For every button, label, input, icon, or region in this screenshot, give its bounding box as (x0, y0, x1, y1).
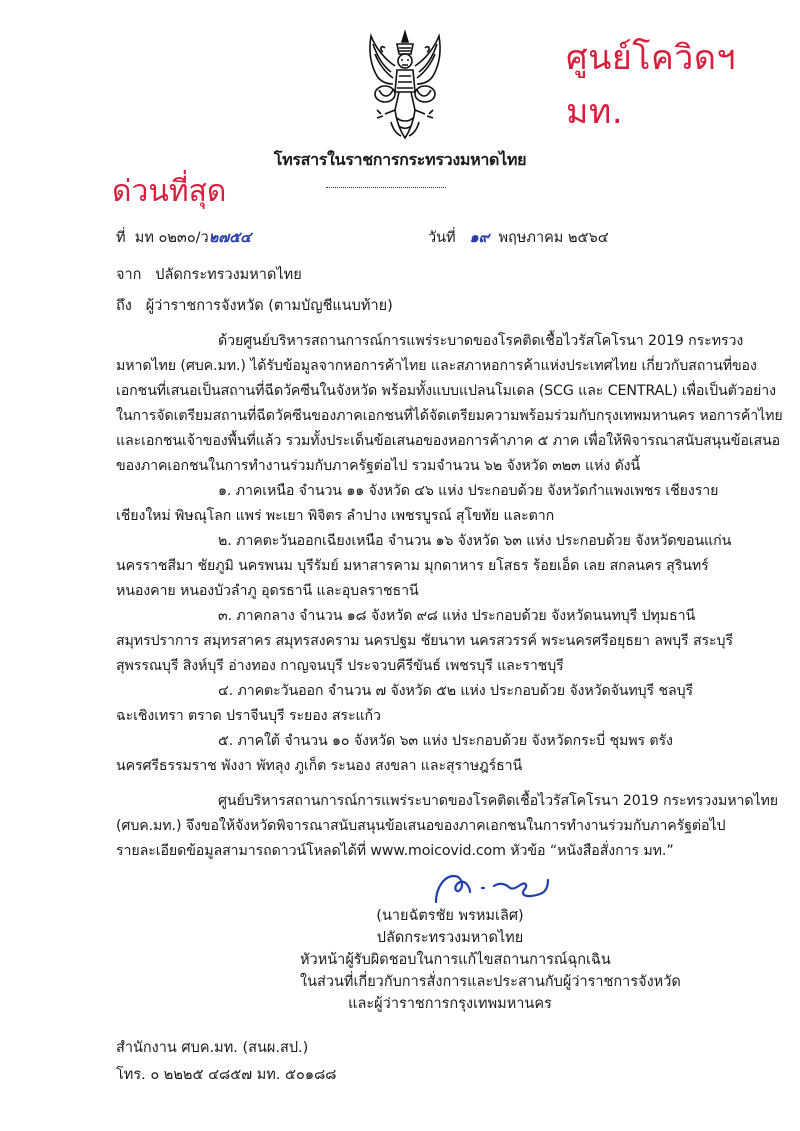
signatory-name: (นายฉัตรชัย พรหมเลิศ) (376, 908, 524, 924)
document-type-heading: โทรสารในราชการกระทรวงมหาดไทย (273, 152, 527, 169)
reference-prefix: มท ๐๒๓๐/ว (134, 230, 209, 246)
region-north-line: เชียงใหม่ พิษณุโลก แพร่ พะเยา พิจิตร ลำปาง เพชรบูรณ์ สุโขทัย และตาก (116, 508, 555, 524)
handwritten-signature-icon (430, 868, 570, 908)
intro-line: มหาดไทย (ศบค.มท.) ได้รับข้อมูลจากหอการค้าไทย และสภาหอการค้าแห่งประเทศไทย เกี่ยวกับสถานที่ของ (116, 358, 757, 374)
intro-line: ของภาคเอกชนในการทำงานร่วมกับภาครัฐต่อไป รวมจำนวน ๖๒ จังหวัด ๓๒๓ แห่ง ดังนี้ (116, 458, 641, 474)
signature-block (300, 905, 681, 1015)
dotted-divider (326, 187, 446, 188)
region-east-line: ๔. ภาคตะวันออก จำนวน ๗ จังหวัด ๕๒ แห่ง ประกอบด้วย จังหวัดจันทบุรี ชลบุรี (218, 683, 694, 699)
signatory-position: และผู้ว่าราชการกรุงเทพมหานคร (348, 996, 552, 1012)
intro-line: ในการจัดเตรียมสถานที่ฉีดวัคซีนของภาคเอกชนที่ได้จัดเตรียมความพร้อมร่วมกับกรุงเทพมหานคร หอการค้าไทย (116, 408, 783, 424)
from-line (116, 263, 302, 286)
date-label: วันที่ (428, 230, 456, 246)
intro-line: เอกชนที่เสนอเป็นสถานที่ฉีดวัคซีนในจังหวัด พร้อมทั้งแบบแปลนโมเดล (SCG และ CENTRAL) เพื่อเป็นตัวอย่าง (116, 383, 776, 399)
to-label: ถึง (116, 298, 132, 314)
region-northeast-line: นครราชสีมา ชัยภูมิ นครพนม บุรีรัมย์ มหาสารคาม มุกดาหาร ยโสธร ร้อยเอ็ด เลย สกลนคร สุรินทร์ (116, 558, 709, 574)
to-value: ผู้ว่าราชการจังหวัด (ตามบัญชีแนบท้าย) (145, 298, 393, 314)
from-label: จาก (116, 267, 142, 283)
closing-line: รายละเอียดข้อมูลสามารถดาวน์โหลดได้ที่ www.moicovid.com หัวข้อ “หนังสือสั่งการ มท.” (116, 843, 674, 859)
region-central-line: สมุทรปราการ สมุทรสาคร สมุทรสงคราม นครปฐม ชัยนาท นครสวรรค์ พระนครศรีอยุธยา ลพบุรี สระบุรี (116, 633, 733, 649)
signatory-position: ในส่วนที่เกี่ยวกับการสั่งการและประสานกับผู้ว่าราชการจังหวัด (300, 974, 681, 990)
footer-office: สำนักงาน ศบค.มท. (สนผ.สป.) (116, 1040, 309, 1056)
region-central-line: สุพรรณบุรี สิงห์บุรี อ่างทอง กาญจนบุรี ประจวบคีรีขันธ์ เพชรบุรี และราชบุรี (116, 658, 564, 674)
reference-number-handwritten: ๒๗๕๔ (208, 229, 252, 246)
signatory-position: หัวหน้าผู้รับผิดชอบในการแก้ไขสถานการณ์ฉุกเฉิน (300, 952, 611, 968)
reference-line (116, 226, 251, 249)
reference-label: ที่ (116, 230, 126, 246)
date-month-year: พฤษภาคม ๒๕๖๔ (498, 230, 609, 246)
from-value: ปลัดกระทรวงมหาดไทย (155, 267, 302, 283)
date-day-handwritten: ๑๙ (469, 229, 490, 246)
signatory-position: ปลัดกระทรวงมหาดไทย (376, 930, 524, 946)
region-central-line: ๓. ภาคกลาง จำนวน ๑๘ จังหวัด ๙๘ แห่ง ประกอบด้วย จังหวัดนนทบุรี ปทุมธานี (218, 608, 696, 624)
garuda-emblem-icon (355, 28, 455, 143)
to-line (116, 294, 393, 317)
closing-line: ศูนย์บริหารสถานการณ์การแพร่ระบาดของโรคติดเชื้อไวรัสโคโรนา 2019 กระทรวงมหาดไทย (218, 793, 778, 809)
region-northeast-line: หนองคาย หนองบัวลำภู อุดรธานี และอุบลราชธานี (116, 583, 419, 599)
region-south-line: ๕. ภาคใต้ จำนวน ๑๐ จังหวัด ๖๓ แห่ง ประกอบด้วย จังหวัดกระบี่ ชุมพร ตรัง (218, 733, 673, 749)
date-line (428, 226, 609, 249)
intro-line: ด้วยศูนย์บริหารสถานการณ์การแพร่ระบาดของโรคติดเชื้อไวรัสโคโรนา 2019 กระทรวง (218, 333, 744, 349)
region-east-line: ฉะเชิงเทรา ตราด ปราจีนบุรี ระยอง สระแก้ว (116, 708, 381, 724)
urgency-stamp: ด่วนที่สุด (112, 175, 227, 208)
center-stamp-title: ศูนย์โควิดฯ มท. (566, 38, 737, 132)
intro-line: และเอกชนเจ้าของพื้นที่แล้ว รวมทั้งประเด็นข้อเสนอของหอการค้าภาค ๕ ภาค เพื่อให้พิจารณาสนับสนุนข้อเสนอ (116, 433, 781, 449)
region-south-line: นครศรีธรรมราช พังงา พัทลุง ภูเก็ต ระนอง สงขลา และสุราษฎร์ธานี (116, 758, 523, 774)
region-northeast-line: ๒. ภาคตะวันออกเฉียงเหนือ จำนวน ๑๖ จังหวัด ๖๓ แห่ง ประกอบด้วย จังหวัดขอนแก่น (218, 533, 732, 549)
footer-phone: โทร. ๐ ๒๒๒๕ ๔๘๕๗ มท. ๕๐๑๘๘ (116, 1067, 337, 1083)
closing-line: (ศบค.มท.) จึงขอให้จังหวัดพิจารณาสนับสนุนข้อเสนอของภาคเอกชนในการทำงานร่วมกับภาครัฐต่อไป (116, 818, 726, 834)
region-north-line: ๑. ภาคเหนือ จำนวน ๑๑ จังหวัด ๔๖ แห่ง ประกอบด้วย จังหวัดกำแพงเพชร เชียงราย (218, 483, 719, 499)
